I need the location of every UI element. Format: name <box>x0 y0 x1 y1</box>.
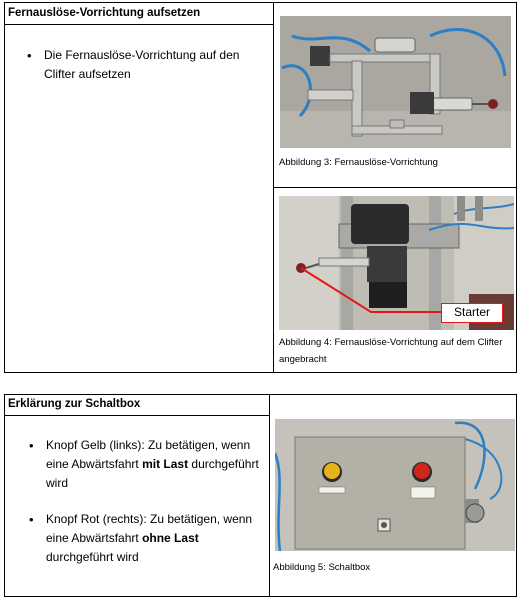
section-heading: Fernauslöse-Vorrichtung aufsetzen <box>8 7 201 19</box>
list-item-emphasis: mit Last <box>142 457 189 471</box>
list-item-text: durchgeführt wird <box>46 457 259 490</box>
instruction-table-fernausloese <box>4 2 517 373</box>
figure-caption: Abbildung 4: Fernauslöse-Vorrichtung auf dem Clifter angebracht <box>279 337 503 365</box>
instruction-list <box>27 46 267 84</box>
list-item <box>29 436 265 493</box>
column-divider <box>269 395 270 596</box>
section-heading: Erklärung zur Schaltbox <box>8 398 141 410</box>
figure-caption: Abbildung 5: Schaltbox <box>273 562 371 573</box>
instruction-list <box>29 436 265 567</box>
list-item-text: Knopf Rot (rechts): Zu betätigen, wenn eine Abwärtsfahrt <box>46 512 253 545</box>
instruction-table-schaltbox <box>4 394 517 597</box>
figure-caption: Abbildung 3: Fernauslöse-Vorrichtung <box>279 157 438 168</box>
figure-divider <box>273 187 516 188</box>
figure-remote-release-photo <box>280 16 511 148</box>
list-item-text: durchgeführt wird <box>46 550 139 564</box>
heading-row-divider <box>5 24 273 25</box>
list-item <box>29 510 265 567</box>
figure-switch-box-photo <box>275 419 515 551</box>
heading-row-divider <box>5 415 269 416</box>
list-item: • Die Fernauslöse-Vorrichtung auf den Clifter aufsetzen <box>27 46 267 84</box>
starter-label: Starter <box>453 305 490 319</box>
list-item-text: Knopf Gelb (links): Zu betätigen, wenn eine Abwärtsfahrt <box>46 438 251 471</box>
starter-label-box <box>441 303 503 323</box>
list-item-emphasis: ohne Last <box>142 531 199 545</box>
